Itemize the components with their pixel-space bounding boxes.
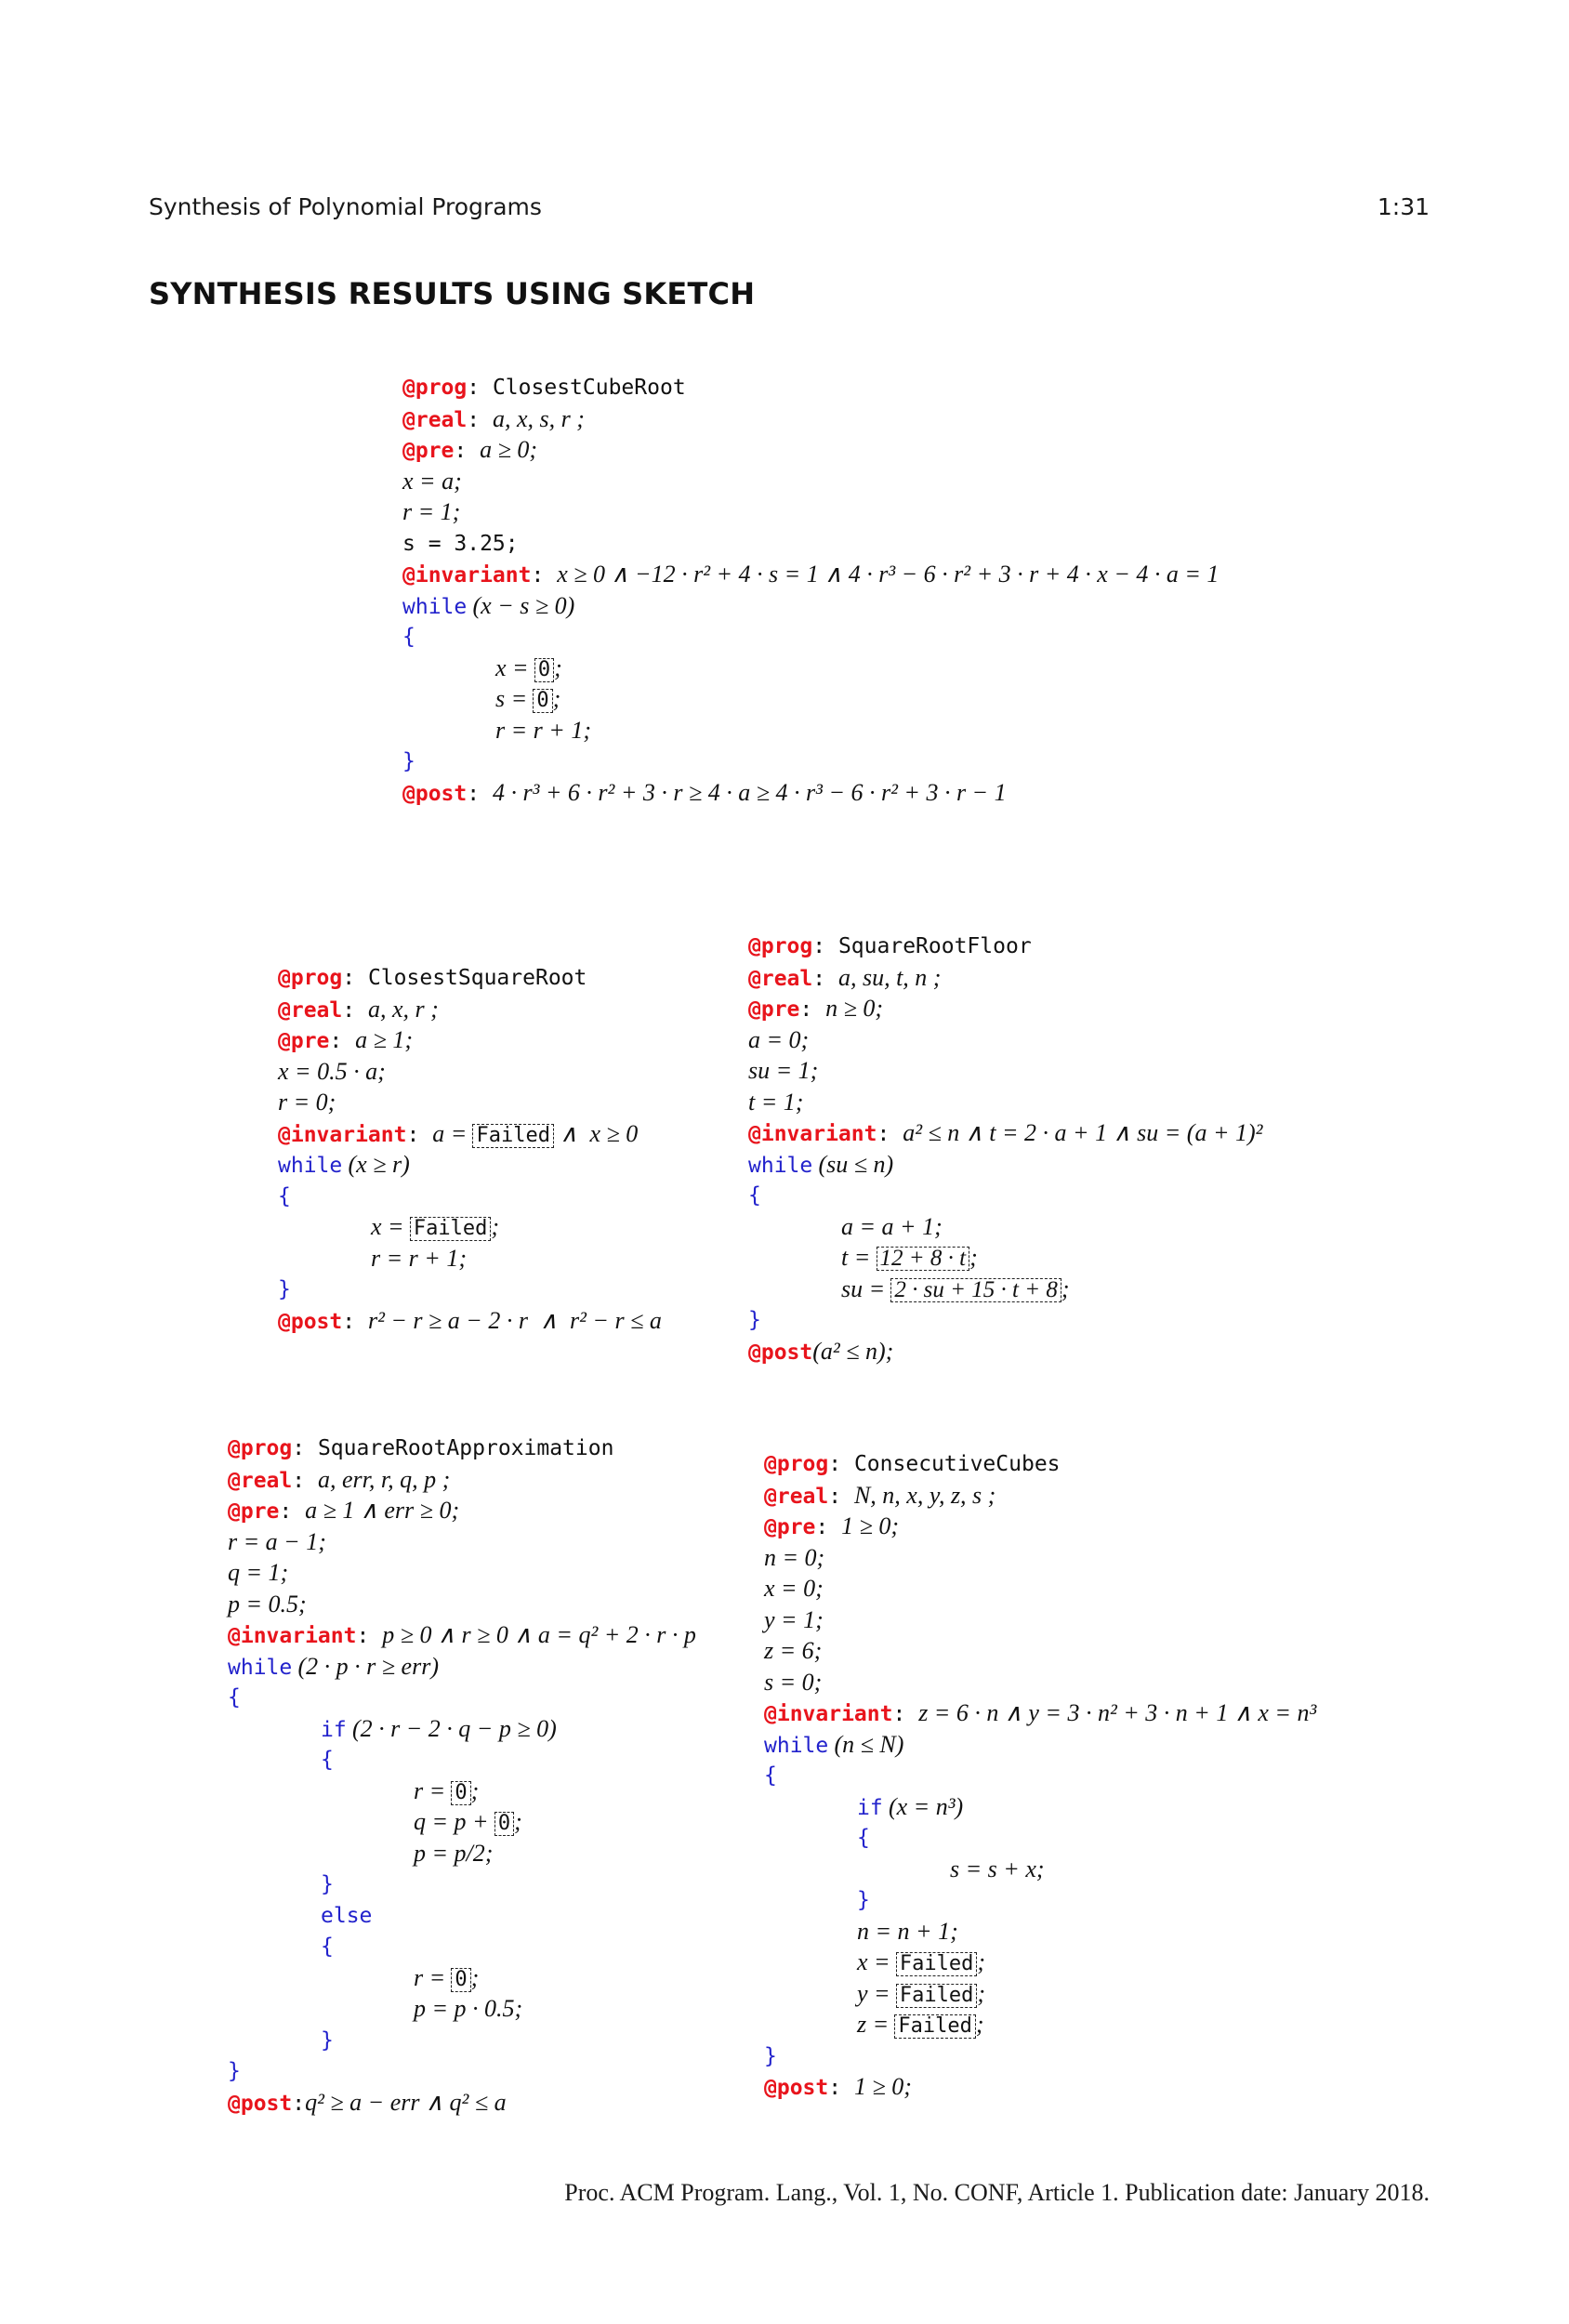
prog-keyword: @prog <box>278 966 343 990</box>
program-square-root-approximation: @prog: SquareRootApproximation @real: a, err, r, q, p ; @pre: a ≥ 1 ∧ err ≥ 0; r = a − 1; q = 1; p = 0.5; @invariant: p ≥ 0 ∧ r ≥ 0 ∧ a = q² + 2 · r · p while (2 · p · r ≥ err) { if (2 · r − 2 · q − p ≥ 0) { r = 0 ; q = p + 0 ; p = p/2; } else { r = 0 ; p = p · 0.5; } } @post:q² ≥ a − err ∧ q² ≤ a <box>228 1436 696 2116</box>
prog-keyword: @prog <box>228 1436 293 1460</box>
real-variables: a, err, r, q, p ; <box>317 1465 451 1493</box>
postcondition: 4 · r³ + 6 · r² + 3 · r ≥ 4 · a ≥ 4 · r³ − 6 · r² + 3 · r − 1 <box>492 778 1007 806</box>
invariant-formula: x ≥ 0 ∧ −12 · r² + 4 · s = 1 ∧ 4 · r³ − 6 · r² + 3 · r + 4 · x − 4 · a = 1 <box>557 561 1220 588</box>
post-keyword: @post <box>748 1340 813 1365</box>
invariant-keyword: @invariant <box>278 1122 407 1147</box>
running-header-title: Synthesis of Polynomial Programs <box>149 193 542 220</box>
pre-keyword: @pre <box>764 1515 816 1539</box>
loop-condition: (x ≥ r) <box>348 1151 410 1178</box>
postcondition: q² ≥ a − err ∧ q² ≤ a <box>305 2088 507 2116</box>
real-variables: a, su, t, n ; <box>837 963 942 991</box>
while-keyword: while <box>748 1153 813 1178</box>
init-statement: s = 3.25; <box>402 531 519 556</box>
real-keyword: @real <box>402 407 468 432</box>
if-condition: (x = n³) <box>888 1792 964 1820</box>
close-brace: } <box>402 749 415 773</box>
program-name: SquareRootFloor <box>837 934 1032 958</box>
pre-keyword: @pre <box>402 439 455 463</box>
real-keyword: @real <box>764 1484 829 1509</box>
loop-condition: (2 · p · r ≥ err) <box>297 1652 439 1680</box>
sketch-hole: Failed <box>472 1124 553 1148</box>
postcondition: (a² ≤ n); <box>812 1337 894 1365</box>
open-brace: { <box>278 1183 291 1208</box>
open-brace: { <box>228 1685 241 1710</box>
invariant-formula: p ≥ 0 ∧ r ≥ 0 ∧ a = q² + 2 · r · p <box>382 1621 696 1648</box>
invariant-keyword: @invariant <box>748 1122 877 1146</box>
postcondition: r² − r ≥ a − 2 · r ∧ r² − r ≤ a <box>367 1306 662 1334</box>
loop-statement: n = n + 1; <box>857 1917 958 1945</box>
pre-keyword: @pre <box>228 1499 280 1524</box>
init-statement: n = 0; <box>764 1543 825 1571</box>
close-brace: } <box>748 1308 761 1332</box>
program-square-root-floor: @prog: SquareRootFloor @real: a, su, t, n ; @pre: n ≥ 0; a = 0; su = 1; t = 1; @invariant: a² ≤ n ∧ t = 2 · a + 1 ∧ su = (a + 1)² while (su ≤ n) { a = a + 1; t = 12 + 8 · t ; su = 2 · su + 15 · t + 8 ; } @post(a² ≤ n); <box>748 934 1263 1365</box>
invariant-keyword: @invariant <box>764 1702 893 1726</box>
branch-statement: s = s + x; <box>950 1855 1045 1882</box>
sketch-hole: 12 + 8 · t <box>877 1247 970 1271</box>
program-name: SquareRootApproximation <box>317 1436 614 1460</box>
real-variables: a, x, s, r ; <box>492 404 585 432</box>
sketch-hole: Failed <box>896 1952 977 1976</box>
program-name: ClosestSquareRoot <box>367 966 587 990</box>
if-keyword: if <box>321 1717 347 1742</box>
init-statement: p = 0.5; <box>228 1590 307 1618</box>
post-keyword: @post <box>228 2091 293 2116</box>
close-brace: } <box>321 1872 334 1896</box>
while-keyword: while <box>278 1154 343 1178</box>
invariant-keyword: @invariant <box>228 1624 357 1648</box>
close-brace: } <box>228 2059 241 2083</box>
loop-statement: r = r + 1; <box>371 1244 467 1272</box>
init-statement: y = 1; <box>764 1605 824 1633</box>
close-brace: } <box>278 1277 291 1301</box>
pre-keyword: @pre <box>278 1029 330 1053</box>
loop-condition: (x − s ≥ 0) <box>472 591 575 619</box>
precondition: a ≥ 1 ∧ err ≥ 0; <box>305 1497 460 1524</box>
program-name: ConsecutiveCubes <box>853 1452 1061 1476</box>
loop-condition: (su ≤ n) <box>818 1150 894 1178</box>
loop-statement: a = a + 1; <box>841 1212 943 1240</box>
init-statement: x = a; <box>402 467 462 495</box>
init-statement: a = 0; <box>748 1025 810 1053</box>
sketch-hole: 0 <box>451 1968 470 1992</box>
precondition: a ≥ 0; <box>480 436 538 463</box>
while-keyword: while <box>764 1733 829 1758</box>
init-statement: x = 0; <box>764 1575 824 1602</box>
close-brace: } <box>764 2043 777 2068</box>
if-keyword: if <box>857 1795 883 1820</box>
while-keyword: while <box>402 594 468 619</box>
sketch-hole: 0 <box>494 1812 514 1836</box>
precondition: n ≥ 0; <box>825 995 884 1022</box>
footer-citation: Proc. ACM Program. Lang., Vol. 1, No. CONF, Article 1. Publication date: January 2018. <box>564 2179 1430 2206</box>
program-closest-cube-root: @prog: ClosestCubeRoot @real: a, x, s, r ; @pre: a ≥ 0; x = a; r = 1; s = 3.25; @invariant: x ≥ 0 ∧ −12 · r² + 4 · s = 1 ∧ 4 · r³ − 6 · r² + 3 · r + 4 · x − 4 · a = 1 while (x − s ≥ 0) { x = 0 ; s = 0 ; r = r + 1; } @post: 4 · r³ + 6 · r² + 3 · r ≥ 4 · a ≥ 4 · r³ − 6 · r² + 3 · r − 1 <box>402 376 1220 806</box>
init-statement: r = 1; <box>402 498 461 525</box>
precondition: a ≥ 1; <box>355 1026 414 1053</box>
init-statement: s = 0; <box>764 1668 823 1696</box>
program-consecutive-cubes: @prog: ConsecutiveCubes @real: N, n, x, y, z, s ; @pre: 1 ≥ 0; n = 0; x = 0; y = 1; z = 6; s = 0; @invariant: z = 6 · n ∧ y = 3 · n² + 3 · n + 1 ∧ x = n³ while (n ≤ N) { if (x = n³) { s = s + x; } n = n + 1; x = Failed ; y = Failed ; z = Failed ; } @post: 1 ≥ 0; <box>764 1452 1317 2100</box>
open-brace: { <box>748 1183 761 1208</box>
init-statement: t = 1; <box>748 1088 804 1116</box>
init-statement: q = 1; <box>228 1559 289 1586</box>
real-keyword: @real <box>278 997 343 1023</box>
real-keyword: @real <box>228 1468 293 1493</box>
sketch-hole: 2 · su + 15 · t + 8 <box>890 1278 1061 1302</box>
init-statement: r = a − 1; <box>228 1527 326 1555</box>
close-brace: } <box>857 1888 870 1912</box>
section-title: SYNTHESIS RESULTS USING SKETCH <box>149 276 756 311</box>
real-keyword: @real <box>748 966 813 991</box>
open-brace: { <box>857 1826 870 1850</box>
init-statement: z = 6; <box>764 1637 823 1664</box>
branch-statement: p = p/2; <box>414 1839 494 1867</box>
else-keyword: else <box>321 1903 373 1928</box>
loop-statement: r = r + 1; <box>495 716 591 744</box>
invariant-keyword: @invariant <box>402 563 532 588</box>
sketch-hole: Failed <box>410 1217 491 1241</box>
post-keyword: @post <box>402 781 468 806</box>
program-name: ClosestCubeRoot <box>492 376 686 400</box>
postcondition: 1 ≥ 0; <box>853 2073 912 2100</box>
sketch-hole: Failed <box>894 2014 975 2039</box>
if-condition: (2 · r − 2 · q − p ≥ 0) <box>351 1714 557 1742</box>
sketch-hole: 0 <box>451 1781 470 1805</box>
sketch-hole: Failed <box>896 1984 977 2008</box>
prog-keyword: @prog <box>748 934 813 958</box>
init-statement: x = 0.5 · a; <box>278 1057 386 1085</box>
invariant-formula: a² ≤ n ∧ t = 2 · a + 1 ∧ su = (a + 1)² <box>903 1119 1263 1146</box>
open-brace: { <box>321 1934 334 1959</box>
precondition: 1 ≥ 0; <box>841 1512 900 1539</box>
page-number: 1:31 <box>1377 193 1430 220</box>
program-closest-square-root: @prog: ClosestSquareRoot @real: a, x, r ; @pre: a ≥ 1; x = 0.5 · a; r = 0; @invariant: a = Failed ∧ x ≥ 0 while (x ≥ r) { x = Failed ; r = r + 1; } @post: r² − r ≥ a − 2 · r ∧ r² − r ≤ a <box>278 966 662 1334</box>
real-variables: a, x, r ; <box>367 995 439 1023</box>
while-keyword: while <box>228 1655 293 1680</box>
branch-statement: p = p · 0.5; <box>414 1995 523 2022</box>
post-keyword: @post <box>764 2076 829 2100</box>
loop-condition: (n ≤ N) <box>834 1730 904 1758</box>
init-statement: su = 1; <box>748 1057 819 1084</box>
pre-keyword: @pre <box>748 997 800 1022</box>
post-keyword: @post <box>278 1309 343 1334</box>
prog-keyword: @prog <box>764 1452 829 1476</box>
real-variables: N, n, x, y, z, s ; <box>853 1481 996 1509</box>
init-statement: r = 0; <box>278 1089 336 1116</box>
open-brace: { <box>321 1748 334 1772</box>
prog-keyword: @prog <box>402 376 468 400</box>
open-brace: { <box>402 625 415 649</box>
open-brace: { <box>764 1763 777 1788</box>
sketch-hole: 0 <box>534 658 554 682</box>
sketch-hole: 0 <box>533 689 552 713</box>
close-brace: } <box>321 2027 334 2053</box>
invariant-formula: z = 6 · n ∧ y = 3 · n² + 3 · n + 1 ∧ x = n³ <box>918 1699 1317 1726</box>
